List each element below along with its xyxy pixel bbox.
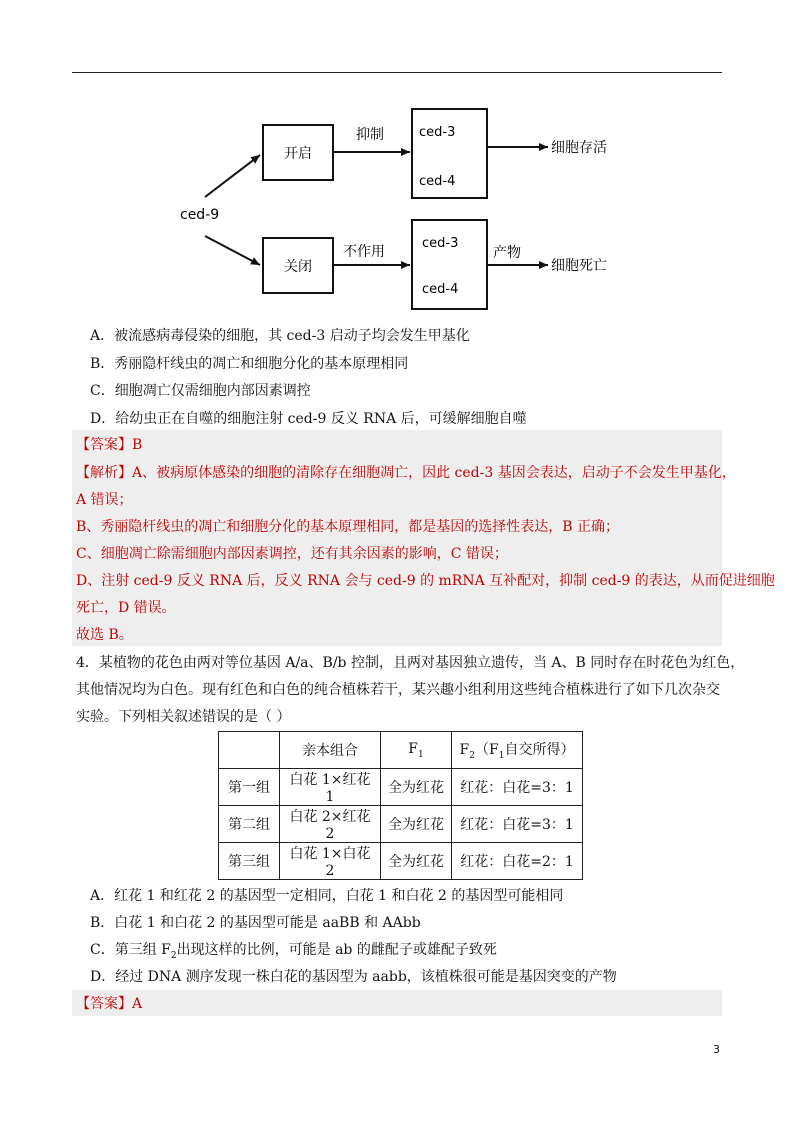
survive-label: 细胞存活 [551, 140, 607, 156]
table-header-f2: $F_2(F_1$自交所得） [452, 732, 583, 769]
death-label: 细胞死亡 [551, 258, 607, 274]
q3-answer: 【答案】B [76, 437, 143, 453]
gene-a-bottom: ced-3 [422, 236, 459, 251]
table-header-parents: 亲本组合 [280, 732, 381, 769]
table-cell: 白花 2×红花 2 [280, 806, 381, 843]
q3-analysis-line-3: B、秀丽隐杆线虫的凋亡和细胞分化的基本原理相同，都是基因的选择性表达，B 正确； [76, 519, 620, 535]
inhibit-label: 抑制 [356, 127, 384, 143]
q3-option-c: C．细胞凋亡仅需细胞内部因素调控 [90, 383, 311, 399]
cross-table [218, 731, 583, 880]
table-cell: 第二组 [219, 806, 280, 843]
table-cell: 红花：白花=2：1 [452, 843, 583, 880]
table-row [219, 843, 583, 880]
q4-option-a: A．红花 1 和红花 2 的基因型一定相同，白花 1 和白花 2 的基因型可能相同 [90, 888, 564, 904]
q3-analysis-line-2: A 错误； [76, 492, 133, 508]
q4-option-c: C．第三组 $F_2$出现这样的比例，可能是 ab 的雌配子或雄配子致死 [90, 942, 497, 961]
q4-stem-line-3: 实验。下列相关叙述错误的是（ ） [76, 709, 291, 725]
table-cell: 全为红花 [381, 843, 452, 880]
table-header-f1: $F_1$ [381, 732, 452, 769]
close-label: 关闭 [284, 259, 312, 275]
q3-option-d: D．给幼虫正在自噬的细胞注射 ced-9 反义 RNA 后，可缓解细胞自噬 [90, 411, 527, 427]
noeffect-label: 不作用 [343, 244, 385, 260]
table-row [219, 769, 583, 806]
table-header-row [219, 732, 583, 769]
table-row [219, 806, 583, 843]
q3-analysis-line-7: 故选 B。 [76, 627, 133, 643]
table-cell: 第三组 [219, 843, 280, 880]
table-cell: 白花 1×红花 1 [280, 769, 381, 806]
q3-analysis-line-1: 【解析】A、被病原体感染的细胞的清除存在细胞凋亡，因此 ced-3 基因会表达，启动子不会发生甲基化， [76, 465, 736, 481]
gene-b-top: ced-4 [419, 174, 456, 189]
q4-stem-line-2: 其他情况均为白色。现有红色和白色的纯合植株若干，某兴趣小组利用这些纯合植株进行了如下几次杂交 [76, 682, 720, 698]
apoptosis-diagram [0, 0, 794, 330]
arrow-to-open [205, 155, 260, 197]
open-label: 开启 [284, 146, 312, 162]
product-label: 产物 [493, 245, 521, 261]
q4-answer-block [72, 990, 722, 1016]
gene-a-top: ced-3 [419, 125, 456, 140]
table-cell: 红花：白花=3：1 [452, 806, 583, 843]
table-cell: 全为红花 [381, 769, 452, 806]
q3-option-a: A．被流感病毒侵染的细胞，其 ced-3 启动子均会发生甲基化 [90, 328, 470, 344]
q4-option-b: B．白花 1 和白花 2 的基因型可能是 aaBB 和 AAbb [90, 915, 421, 931]
q3-analysis-line-5: D、注射 ced-9 反义 RNA 后，反义 RNA 会与 ced-9 的 mRNA 互补配对，抑制 ced-9 的表达，从而促进细胞 [76, 573, 775, 589]
gene-b-bottom: ced-4 [422, 282, 459, 297]
q3-option-b: B．秀丽隐杆线虫的凋亡和细胞分化的基本原理相同 [90, 356, 409, 372]
q4-option-d: D．经过 DNA 测序发现一株白花的基因型为 aabb，该植株很可能是基因突变的产物 [90, 969, 617, 985]
table-cell: 第一组 [219, 769, 280, 806]
q4-answer: 【答案】A [76, 996, 143, 1012]
table-cell: 红花：白花=3：1 [452, 769, 583, 806]
table-cell: 全为红花 [381, 806, 452, 843]
q4-stem-line-1: 4．某植物的花色由两对等位基因 A/a、B/b 控制，且两对基因独立遗传，当 A、B 同时存在时花色为红色， [76, 655, 745, 671]
table-cell: 白花 1×白花 2 [280, 843, 381, 880]
q3-analysis-line-6: 死亡，D 错误。 [76, 600, 176, 616]
q3-analysis-line-4: C、细胞凋亡除需细胞内部因素调控，还有其余因素的影响，C 错误； [76, 546, 508, 562]
page-number: 3 [713, 1043, 720, 1056]
table-header-cell-empty [219, 732, 280, 769]
arrow-to-close [205, 236, 260, 265]
origin-label: ced-9 [180, 207, 220, 223]
